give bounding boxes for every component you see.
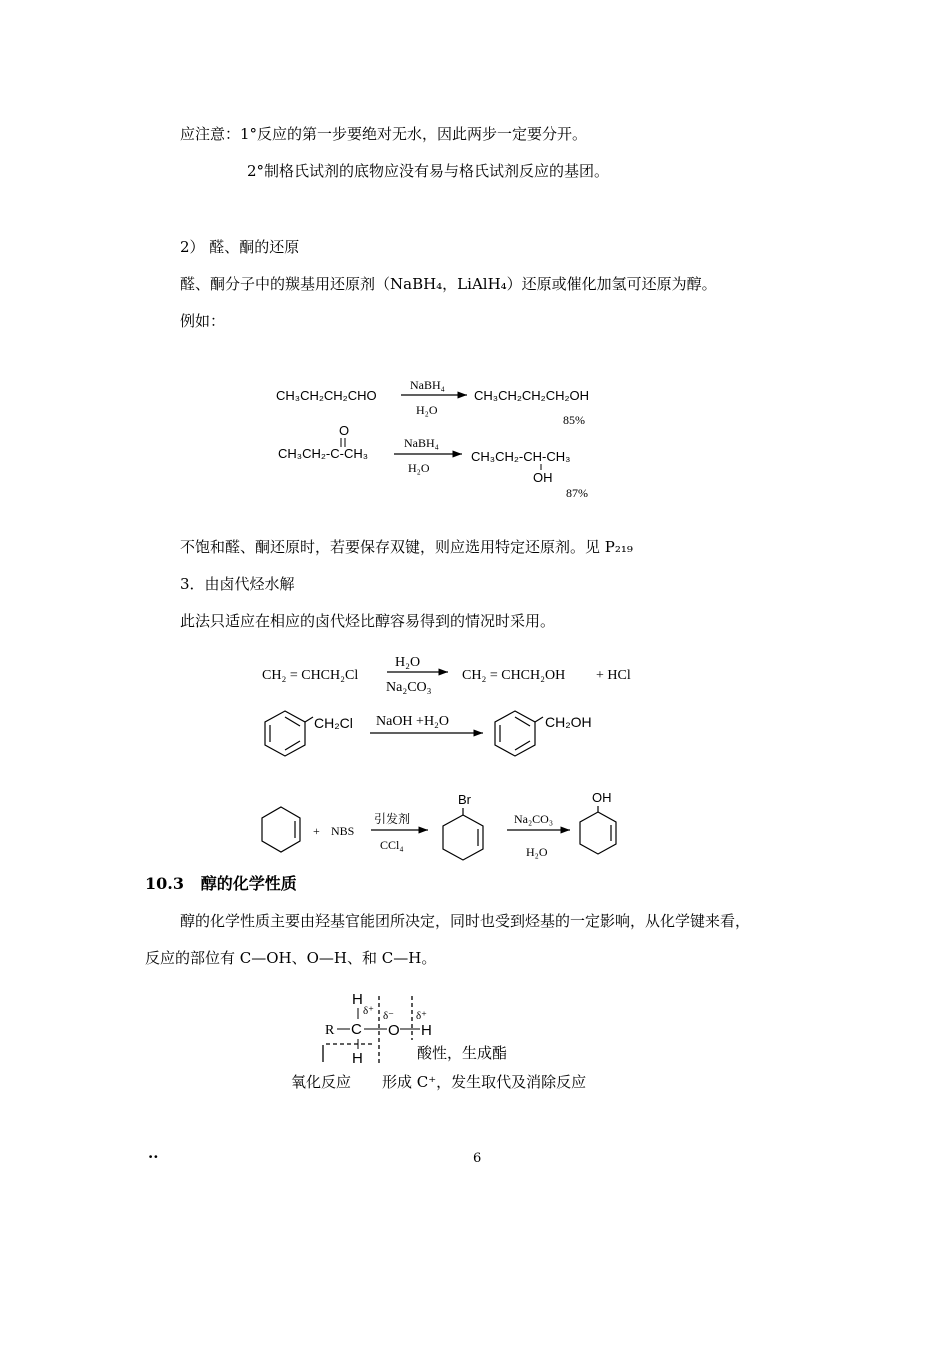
hyd3-reagent1-top: 引发剂 — [374, 812, 411, 826]
note-line-2: 2°制格氏试剂的底物应没有易与格氏试剂反应的基团。 — [247, 162, 610, 180]
diagram-label-acid: 酸性，生成酯 — [417, 1044, 508, 1062]
diagram-h-top: H — [352, 991, 363, 1008]
hyd1-product: CH₂ = CHCH₂OH — [462, 668, 566, 683]
example-label: 例如： — [180, 312, 226, 330]
footer-dots: .. — [148, 1144, 159, 1162]
diagram-delta-3: δ⁺ — [416, 1010, 427, 1022]
diagram-r: R — [325, 1023, 335, 1038]
diagram-delta-2: δ⁻ — [383, 1010, 394, 1022]
section-number: 10.3 — [145, 874, 184, 893]
rxn1-product: CH₃CH₂CH₂CH₂OH — [474, 388, 590, 403]
hyd3-plus: + — [313, 824, 320, 838]
reduction-heading: 2） 醛、酮的还原 — [180, 238, 300, 256]
hyd1-byproduct: + HCl — [596, 668, 631, 683]
benzene-ring-reactant — [265, 711, 313, 756]
rxn1-reagent-top: NaBH₄ — [410, 378, 445, 392]
section-paragraph-2: 反应的部位有 C—OH、O—H、和 C—H。 — [145, 949, 437, 967]
hyd3-nbs: NBS — [331, 824, 355, 838]
reduction-description: 醛、酮分子中的羰基用还原剂（NaBH₄，LiAlH₄）还原或催化加氢可还原为醇。 — [180, 275, 717, 293]
hyd2-reactant-group: CH₂Cl — [314, 715, 353, 731]
bromocyclohexene-ring — [443, 808, 483, 860]
hyd2-product-group: CH₂OH — [545, 714, 592, 730]
diagram-h-bottom: H — [352, 1050, 363, 1067]
rxn2-yield: 87% — [566, 486, 588, 500]
rxn2-reactant: CH₃CH₂-C-CH₃ — [278, 446, 369, 461]
diagram-c: C — [351, 1021, 362, 1038]
rxn2-product-oh: OH — [533, 470, 553, 485]
cyclohexene-ring-start — [262, 807, 300, 852]
hyd2-reagent: NaOH +H₂O — [376, 714, 450, 729]
hyd1-reagent-bottom: Na₂CO₃ — [386, 680, 432, 695]
diagram-delta-1: δ⁺ — [363, 1005, 374, 1017]
diagram-h-right: H — [421, 1022, 432, 1039]
section-title: 醇的化学性质 — [200, 874, 297, 893]
rxn2-reagent-bottom: H₂O — [408, 461, 430, 475]
page-number: 6 — [473, 1151, 482, 1166]
hydrolysis-heading: 3．由卤代烃水解 — [180, 575, 295, 593]
section-paragraph-1: 醇的化学性质主要由羟基官能团所决定，同时也受到烃基的一定影响，从化学键来看， — [180, 912, 751, 930]
hydrolysis-description: 此法只适应在相应的卤代烃比醇容易得到的情况时采用。 — [180, 612, 556, 630]
rxn1-reactant: CH₃CH₂CH₂CHO — [276, 388, 377, 403]
diagram-label-substitution: 形成 C⁺，发生取代及消除反应 — [382, 1073, 587, 1091]
hyd3-br: Br — [458, 792, 471, 807]
hyd1-reactant: CH₂ = CHCH₂Cl — [262, 668, 359, 683]
rxn1-reagent-bottom: H₂O — [416, 403, 438, 417]
rxn2-reagent-top: NaBH₄ — [404, 436, 439, 450]
rxn2-product: CH₃CH₂-CH-CH₃ — [471, 449, 571, 464]
note-line-1: 应注意：1°反应的第一步要绝对无水，因此两步一定要分开。 — [180, 125, 588, 143]
hyd3-reagent2-bottom: H₂O — [526, 845, 548, 859]
hyd1-reagent-top: H₂O — [395, 655, 421, 670]
hyd3-oh: OH — [592, 790, 612, 805]
cyclohexenol-ring — [580, 806, 616, 854]
hyd3-reagent2-top: Na₂CO₃ — [514, 812, 554, 826]
diagram-o: O — [388, 1022, 400, 1039]
rxn2-carbonyl-o: O — [339, 423, 350, 438]
diagram-label-oxidation: 氧化反应 — [291, 1073, 352, 1091]
hyd3-reagent1-bottom: CCl₄ — [380, 838, 404, 852]
benzene-ring-product — [495, 711, 543, 756]
reduction-note: 不饱和醛、酮还原时，若要保存双键，则应选用特定还原剂。见 P₂₁₉ — [180, 538, 633, 556]
rxn1-yield: 85% — [563, 413, 585, 427]
alcohol-reactivity-diagram — [323, 991, 432, 1067]
